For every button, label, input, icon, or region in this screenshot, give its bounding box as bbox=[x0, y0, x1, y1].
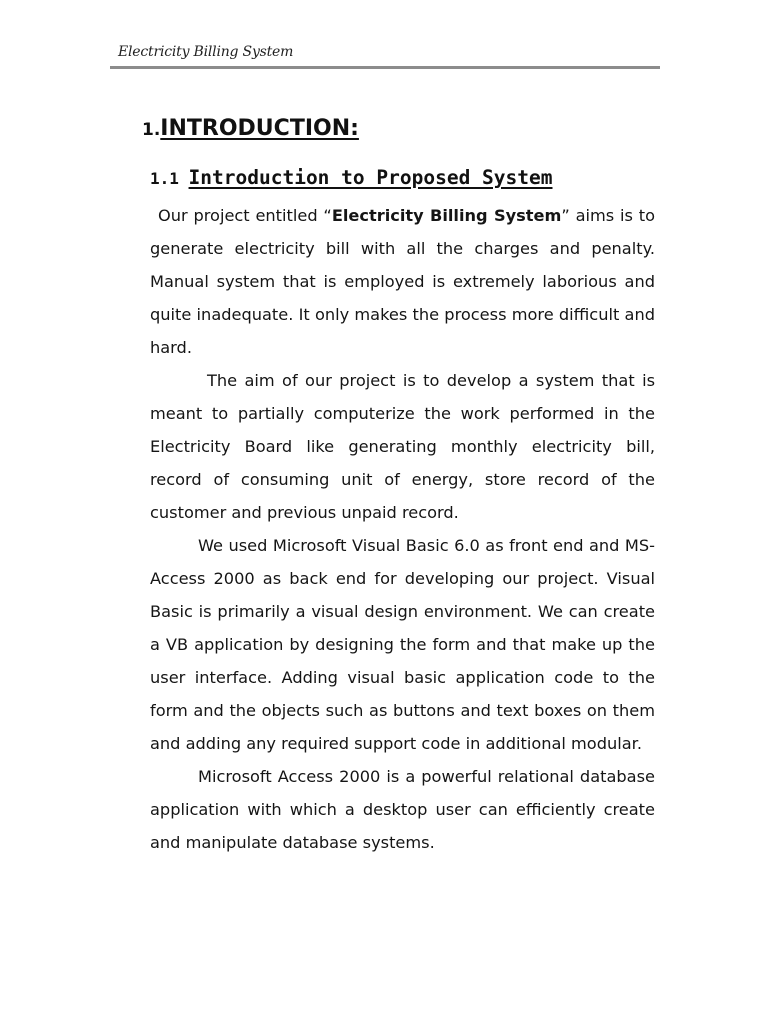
paragraph-1 bbox=[150, 199, 655, 364]
section-heading bbox=[150, 166, 553, 189]
running-header: Electricity Billing System bbox=[118, 44, 294, 60]
paragraph-1-project-name: Electricity Billing System bbox=[331, 206, 562, 225]
chapter-title: INTRODUCTION: bbox=[160, 116, 359, 141]
section-number: 1.1 bbox=[150, 169, 179, 188]
paragraph-3: We used Microsoft Visual Basic 6.0 as front end and MS-Access 2000 as back end for developing our project. Visual Basic is primarily a visual design environment. We can create a VB application by designing the form and that make up the user interface. Adding visual basic application code to the form and the objects such as buttons and text boxes on them and adding any required support code in additional modular. bbox=[150, 536, 655, 753]
body-text bbox=[150, 199, 655, 859]
paragraph-2: The aim of our project is to develop a system that is meant to partially computerize the work performed in the Electricity Board like generating monthly electricity bill, record of consuming unit of energy, store record of the customer and previous unpaid record. bbox=[150, 371, 655, 522]
paragraph-1-rest: ” aims is to generate electricity bill with all the charges and penalty. Manual system that is employed is extremely laborious and quite inadequate. It only makes the process more difficult and hard. bbox=[150, 206, 655, 357]
header-divider bbox=[110, 66, 660, 69]
chapter-number: 1. bbox=[142, 120, 161, 140]
chapter-heading bbox=[142, 116, 359, 141]
paragraph-4: Microsoft Access 2000 is a powerful relational database application with which a desktop user can efficiently create and manipulate database systems. bbox=[150, 767, 655, 852]
paragraph-1-lead: Our project entitled “ bbox=[158, 206, 332, 225]
section-title: Introduction to Proposed System bbox=[188, 166, 553, 189]
